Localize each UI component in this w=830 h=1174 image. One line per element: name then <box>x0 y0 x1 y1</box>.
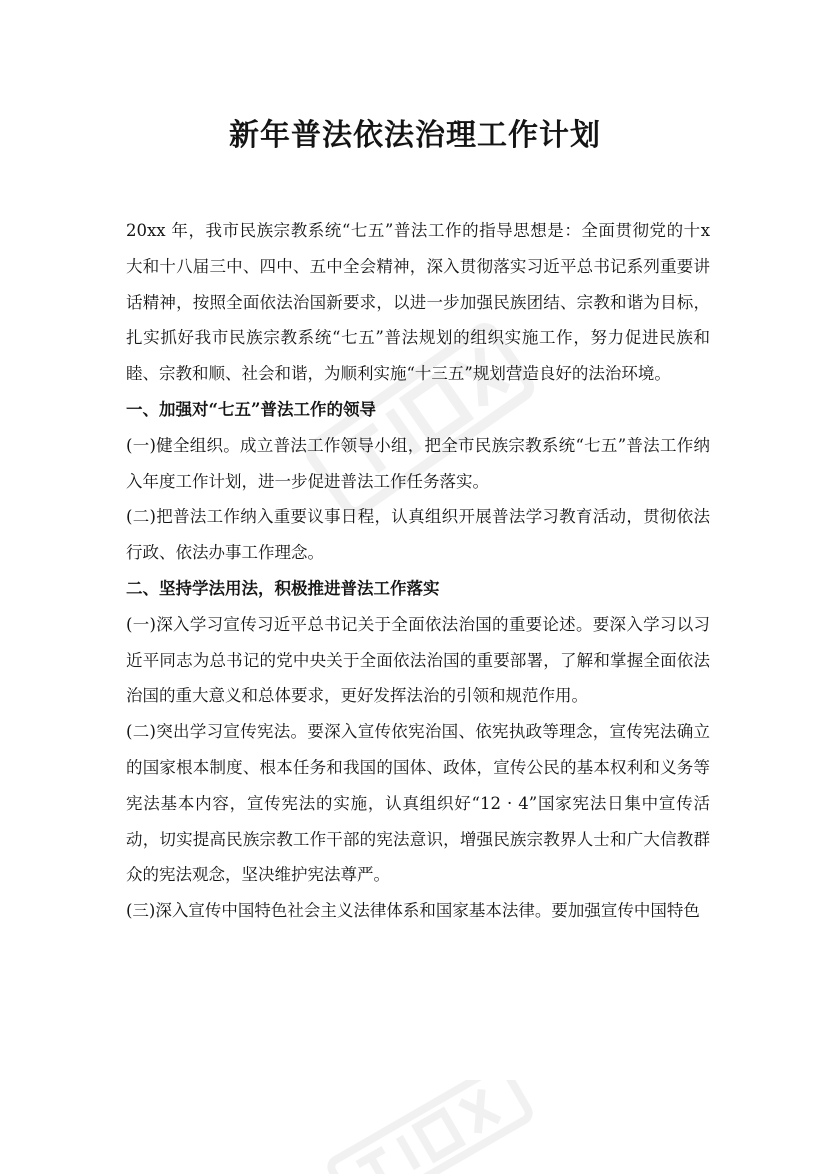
section-2-item-1: (一)深入学习宣传习近平总书记关于全面依法治国的重要论述。要深入学习以习近平同志为总书记的党中央关于全面依法治国的重要部署，了解和掌握全面依法治国的重大意义和总体要求，更好发挥法治的引领和规范作用。 <box>126 614 710 706</box>
section-2-item-2: (二)突出学习宣传宪法。要深入宣传依宪治国、依宪执政等理念，宣传宪法确立的国家根本制度、根本任务和我国的国体、政体，宣传公民的基本权利和义务等宪法基本内容，宣传宪法的实施，认真组织好“12 · 4”国家宪法日集中宣传活动，切实提高民族宗教工作干部的宪法意识，增强民族宗教界人士和广大信教群众的宪法观念，坚决维护宪法尊严。 <box>126 722 710 885</box>
intro-paragraph: 20xx 年，我市民族宗教系统“七五”普法工作的指导思想是：全面贯彻党的十x 大和十八届三中、四中、五中全会精神，深入贯彻落实习近平总书记系列重要讲话精神，按照全面依法治国新要求，以进一步加强民族团结、宗教和谐为目标，扎实抓好我市民族宗教系统“七五”普法规划的组织实施工作，努力促进民族和睦、宗教和顺、社会和谐，为顺利实施“十三五”规划营造良好的法治环境。 <box>126 221 710 384</box>
section-1-item-1: (一)健全组织。成立普法工作领导小组，把全市民族宗教系统“七五”普法工作纳入年度工作计划，进一步促进普法工作任务落实。 <box>126 435 710 491</box>
section-2-heading: 二、坚持学法用法，积极推进普法工作落实 <box>126 578 440 598</box>
section-1-item-2: (二)把普法工作纳入重要议事日程，认真组织开展普法学习教育活动，贯彻依法行政、依法办事工作理念。 <box>126 507 710 563</box>
section-1-heading: 一、加强对“七五”普法工作的领导 <box>126 399 376 419</box>
watermark-bottom-icon <box>300 1080 560 1174</box>
document-body <box>126 213 710 929</box>
section-2-item-3: (三)深入宣传中国特色社会主义法律体系和国家基本法律。要加强宣传中国特色 <box>126 901 700 921</box>
page-title: 新年普法依法治理工作计划 <box>229 118 601 153</box>
